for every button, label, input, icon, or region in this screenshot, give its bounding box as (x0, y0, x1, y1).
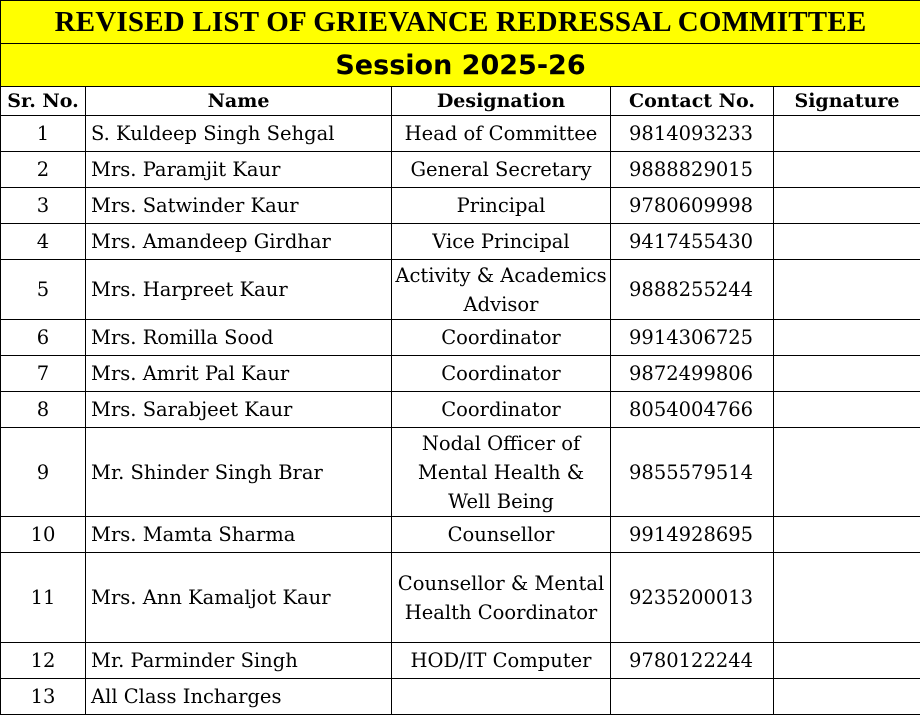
cell-contact: 9914306725 (611, 320, 774, 356)
cell-name: All Class Incharges (86, 679, 392, 715)
table-row (1, 553, 920, 643)
cell-designation: Coordinator (392, 392, 611, 428)
cell-designation (392, 679, 611, 715)
cell-sr-no: 12 (1, 643, 86, 679)
cell-designation: Activity & Academics Advisor (392, 260, 611, 320)
cell-contact: 9235200013 (611, 553, 774, 643)
header-designation: Designation (392, 87, 611, 116)
cell-sr-no: 8 (1, 392, 86, 428)
cell-sr-no: 4 (1, 224, 86, 260)
cell-contact (611, 679, 774, 715)
cell-signature (774, 643, 920, 679)
table-row (1, 392, 920, 428)
cell-sr-no: 5 (1, 260, 86, 320)
cell-designation: HOD/IT Computer (392, 643, 611, 679)
table-row (1, 428, 920, 517)
session-label: Session 2025-26 (1, 44, 920, 87)
cell-name: Mr. Shinder Singh Brar (86, 428, 392, 517)
cell-sr-no: 6 (1, 320, 86, 356)
cell-contact: 8054004766 (611, 392, 774, 428)
cell-name: Mrs. Satwinder Kaur (86, 188, 392, 224)
cell-contact: 9814093233 (611, 116, 774, 152)
cell-sr-no: 10 (1, 517, 86, 553)
cell-name: S. Kuldeep Singh Sehgal (86, 116, 392, 152)
cell-name: Mrs. Paramjit Kaur (86, 152, 392, 188)
table-row (1, 643, 920, 679)
table-row (1, 116, 920, 152)
cell-contact: 9914928695 (611, 517, 774, 553)
cell-sr-no: 2 (1, 152, 86, 188)
cell-name: Mrs. Ann Kamaljot Kaur (86, 553, 392, 643)
cell-name: Mrs. Amrit Pal Kaur (86, 356, 392, 392)
cell-name: Mrs. Mamta Sharma (86, 517, 392, 553)
cell-designation: General Secretary (392, 152, 611, 188)
cell-signature (774, 392, 920, 428)
cell-signature (774, 224, 920, 260)
cell-contact: 9780122244 (611, 643, 774, 679)
cell-signature (774, 356, 920, 392)
title-row (1, 1, 920, 44)
cell-contact: 9872499806 (611, 356, 774, 392)
table-row (1, 152, 920, 188)
cell-designation: Nodal Officer of Mental Health & Well Being (392, 428, 611, 517)
cell-signature (774, 679, 920, 715)
cell-contact: 9855579514 (611, 428, 774, 517)
cell-signature (774, 320, 920, 356)
header-name: Name (86, 87, 392, 116)
document-title: REVISED LIST OF GRIEVANCE REDRESSAL COMMITTEE (1, 1, 920, 44)
cell-designation: Principal (392, 188, 611, 224)
cell-signature (774, 553, 920, 643)
cell-designation: Vice Principal (392, 224, 611, 260)
cell-designation: Coordinator (392, 320, 611, 356)
cell-designation: Coordinator (392, 356, 611, 392)
cell-signature (774, 152, 920, 188)
table-row (1, 517, 920, 553)
table-row (1, 224, 920, 260)
cell-designation: Head of Committee (392, 116, 611, 152)
cell-contact: 9780609998 (611, 188, 774, 224)
cell-sr-no: 1 (1, 116, 86, 152)
cell-sr-no: 11 (1, 553, 86, 643)
cell-sr-no: 9 (1, 428, 86, 517)
cell-name: Mrs. Romilla Sood (86, 320, 392, 356)
cell-contact: 9888255244 (611, 260, 774, 320)
cell-designation: Counsellor & Mental Health Coordinator (392, 553, 611, 643)
cell-contact: 9888829015 (611, 152, 774, 188)
cell-signature (774, 188, 920, 224)
cell-contact: 9417455430 (611, 224, 774, 260)
cell-sr-no: 13 (1, 679, 86, 715)
header-signature: Signature (774, 87, 920, 116)
cell-name: Mrs. Amandeep Girdhar (86, 224, 392, 260)
table-row (1, 679, 920, 715)
column-header-row (1, 87, 920, 116)
cell-sr-no: 7 (1, 356, 86, 392)
cell-name: Mrs. Sarabjeet Kaur (86, 392, 392, 428)
cell-name: Mr. Parminder Singh (86, 643, 392, 679)
table-row (1, 320, 920, 356)
table-row (1, 356, 920, 392)
cell-signature (774, 116, 920, 152)
table-row (1, 188, 920, 224)
cell-designation: Counsellor (392, 517, 611, 553)
header-contact: Contact No. (611, 87, 774, 116)
header-sr-no: Sr. No. (1, 87, 86, 116)
cell-signature (774, 517, 920, 553)
cell-signature (774, 260, 920, 320)
table-row (1, 260, 920, 320)
cell-name: Mrs. Harpreet Kaur (86, 260, 392, 320)
session-row (1, 44, 920, 87)
cell-sr-no: 3 (1, 188, 86, 224)
cell-signature (774, 428, 920, 517)
